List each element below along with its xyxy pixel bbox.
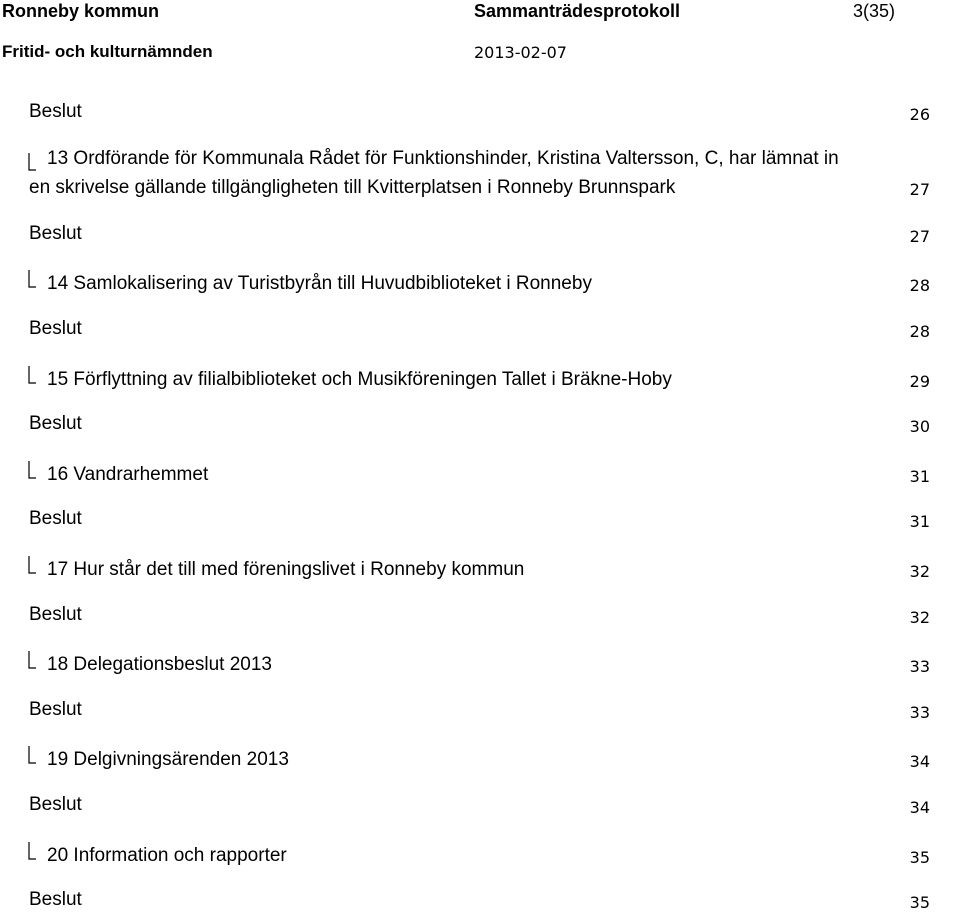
section-marker-icon (28, 366, 37, 384)
beslut-label: Beslut (29, 413, 82, 434)
beslut-label: Beslut (29, 604, 82, 625)
section-marker-icon (28, 746, 37, 764)
toc-page-number: 31 (909, 467, 930, 486)
toc-item-title: 14 Samlokalisering av Turistbyrån till Huvudbiblioteket i Ronneby (47, 273, 592, 294)
toc-page-number: 35 (909, 893, 930, 912)
document-type: Sammanträdesprotokoll (474, 1, 681, 21)
section-marker-icon (28, 556, 37, 574)
toc-page-number: 26 (909, 105, 930, 124)
toc-page-number: 30 (909, 417, 930, 436)
toc-page-number: 31 (909, 512, 930, 531)
toc-item-title: 17 Hur står det till med föreningslivet i Ronneby kommun (47, 559, 525, 580)
beslut-label: Beslut (29, 889, 82, 910)
organization-name: Ronneby kommun (2, 1, 160, 21)
beslut-label: Beslut (29, 223, 82, 244)
page-header (0, 0, 960, 70)
toc-page-number: 33 (909, 703, 930, 722)
toc-item-title: 15 Förflyttning av filialbiblioteket och Musikföreningen Tallet i Bräkne-Hoby (47, 369, 672, 390)
toc-item-title: 19 Delgivningsärenden 2013 (47, 749, 289, 770)
toc-page-number: 28 (909, 322, 930, 341)
beslut-label: Beslut (29, 318, 82, 339)
toc-item-title: 16 Vandrarhemmet (47, 464, 209, 485)
section-marker-icon (28, 270, 37, 288)
toc-page-number: 27 (909, 227, 930, 246)
beslut-label: Beslut (29, 101, 82, 122)
toc-page-number: 29 (909, 372, 930, 391)
toc-page-number: 34 (909, 798, 930, 817)
toc-page-number: 32 (909, 562, 930, 581)
toc-page-number: 27 (909, 180, 930, 199)
toc-page-number: 32 (909, 608, 930, 627)
meeting-date: 2013-02-07 (474, 43, 567, 62)
toc-item-title: 13 Ordförande för Kommunala Rådet för Funktionshinder, Kristina Valtersson, C, har lämnat in (47, 148, 839, 169)
beslut-label: Beslut (29, 699, 82, 720)
beslut-label: Beslut (29, 508, 82, 529)
section-marker-icon (28, 461, 37, 479)
toc-page-number: 35 (909, 848, 930, 867)
toc-item-title: 18 Delegationsbeslut 2013 (47, 654, 273, 675)
section-marker-icon (28, 153, 37, 171)
toc-page-number: 33 (909, 657, 930, 676)
section-marker-icon (28, 651, 37, 669)
section-marker-icon (28, 842, 37, 860)
beslut-label: Beslut (29, 794, 82, 815)
toc-item-title-continued: en skrivelse gällande tillgängligheten till Kvitterplatsen i Ronneby Brunnspark (29, 177, 676, 198)
toc-page-number: 34 (909, 752, 930, 771)
toc-item-title: 20 Information och rapporter (47, 845, 287, 866)
page-number: 3(35) (853, 1, 896, 21)
toc-page-number: 28 (909, 276, 930, 295)
committee-name: Fritid- och kulturnämnden (2, 42, 213, 61)
